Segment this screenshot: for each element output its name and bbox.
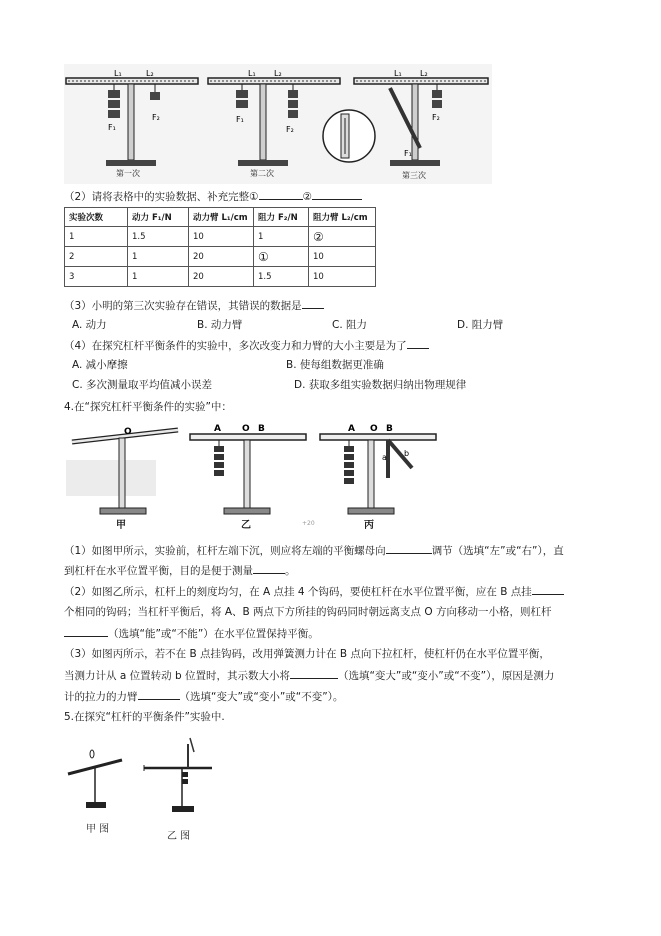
table-cell: 10 xyxy=(309,267,376,287)
p4-fig-label-yi: 乙 xyxy=(241,520,251,531)
table-cell: ① xyxy=(254,247,309,267)
table-cell: 1 xyxy=(65,227,128,247)
p4-q2-line3: （选填“能”或“不能”）在水平位置保持平衡。 xyxy=(64,626,319,641)
fig1-l2-label-2: L₂ xyxy=(274,69,282,78)
table-cell: 1 xyxy=(128,247,189,267)
p4-figures-drawing xyxy=(66,420,446,530)
table-cell: 1 xyxy=(128,267,189,287)
experiment-table xyxy=(64,207,376,287)
fig1-caption-3: 第三次 xyxy=(402,171,426,180)
q2-text: （2）请将表格中的实验数据、补充完整① ② xyxy=(64,189,362,204)
q3-option-a[interactable]: A. 动力 xyxy=(72,319,107,331)
p4-bing-sa-label: a xyxy=(382,453,387,462)
p4-yi-b-label: B xyxy=(258,424,265,434)
p4-fig-label-jia: 甲 xyxy=(116,520,126,531)
q2-blank-1[interactable] xyxy=(259,189,303,200)
q4-option-d[interactable]: D. 获取多组实验数据归纳出物理规律 xyxy=(294,379,467,391)
fig1-l1-label-3: L₁ xyxy=(394,69,402,78)
fig1-l2-label-3: L₂ xyxy=(420,69,428,78)
p4-jia-o-label: O xyxy=(124,427,132,437)
p5-figure-yi xyxy=(144,738,212,812)
table-header-cell: 阻力 F₂/N xyxy=(254,208,309,227)
p4-bing-a-label: A xyxy=(348,424,355,434)
fig1-f1-label-2: F₁ xyxy=(236,115,244,124)
p4-bing-o-label: O xyxy=(370,424,378,434)
q4-option-c[interactable]: C. 多次测量取平均值减小误差 xyxy=(72,379,213,391)
p4-q1-line1: （1）如图甲所示，实验前，杠杆左端下沉，则应将左端的平衡螺母向 调节（选填“左”或“右”），直 xyxy=(64,545,564,557)
p5-title: 5.在探究“杠杆的平衡条件”实验中. xyxy=(64,711,225,723)
p4-fig-label-bing: 丙 xyxy=(364,520,374,531)
p4-q3-blank-1[interactable] xyxy=(290,668,338,679)
lever-experiments-figure xyxy=(64,64,492,184)
p5-figure-jia xyxy=(68,750,122,808)
p4-q1-blank-1[interactable] xyxy=(386,543,432,554)
q3-blank[interactable] xyxy=(302,298,324,309)
q4-option-a[interactable]: A. 减小摩擦 xyxy=(72,359,128,371)
table-header-cell: 动力臂 L₁/cm xyxy=(189,208,254,227)
p4-q2-line1: （2）如图乙所示，杠杆上的刻度均匀，在 A 点挂 4 个钩码，要使杠杆在水平位置平衡，应在 B 点挂 xyxy=(64,584,564,599)
table-cell: 1.5 xyxy=(254,267,309,287)
table-cell: ② xyxy=(309,227,376,247)
fig1-f2-label-2: F₂ xyxy=(286,125,294,134)
p4-q3-blank-2[interactable] xyxy=(138,689,180,700)
q2-blank-2[interactable] xyxy=(312,189,362,200)
p5-fig-label-jia: 甲 图 xyxy=(86,824,110,835)
q4-option-b[interactable]: B. 使每组数据更准确 xyxy=(286,359,384,371)
fig1-l1-label-1: L₁ xyxy=(114,69,122,78)
p5-fig-label-yi: 乙 图 xyxy=(167,831,191,842)
p4-figures xyxy=(66,420,446,530)
q4-text: （4）在探究杠杆平衡条件的实验中，多次改变力和力臂的大小主要是为了 xyxy=(64,338,429,353)
table-header-cell: 动力 F₁/N xyxy=(128,208,189,227)
fig1-f2-label-1: F₂ xyxy=(152,113,160,122)
p4-mark: +20 xyxy=(302,520,315,527)
p4-yi-a-label: A xyxy=(214,424,221,434)
table-cell: 20 xyxy=(189,267,254,287)
table-row xyxy=(65,247,376,267)
q3-option-c[interactable]: C. 阻力 xyxy=(332,319,368,331)
p4-yi-o-label: O xyxy=(242,424,250,434)
p4-q3-line1: （3）如图丙所示，若不在 B 点挂钩码，改用弹簧测力计在 B 点向下拉杠杆，使杠杆仍在水平位置平衡， xyxy=(64,648,550,660)
table-cell: 10 xyxy=(309,247,376,267)
table-header-row xyxy=(65,208,376,227)
fig1-l1-label-2: L₁ xyxy=(248,69,256,78)
table-cell: 2 xyxy=(65,247,128,267)
table-row xyxy=(65,267,376,287)
q4-blank[interactable] xyxy=(407,338,429,349)
table-cell: 10 xyxy=(189,227,254,247)
fig1-l2-label-1: L₂ xyxy=(146,69,154,78)
fig1-f2-label-3: F₂ xyxy=(432,113,440,122)
fig1-caption-1: 第一次 xyxy=(116,169,140,178)
p4-q1-blank-2[interactable] xyxy=(253,563,285,574)
p4-title: 4.在“探究杠杆平衡条件的实验”中： xyxy=(64,401,232,413)
table-header-cell: 阻力臂 L₂/cm xyxy=(309,208,376,227)
p4-q2-line2: 个相同的钩码；当杠杆平衡后，将 A、B 两点下方所挂的钩码同时朝远离支点 O 方向移动一小格，则杠杆 xyxy=(64,606,552,618)
p4-figure-bing xyxy=(320,424,436,514)
fig1-f1-label-1: F₁ xyxy=(108,123,116,132)
p4-bing-b-label: B xyxy=(386,424,393,434)
table-cell: 20 xyxy=(189,247,254,267)
p4-q3-line2: 当测力计从 a 位置转动 b 位置时，其示数大小将 （选填“变大”或“变小”或“不变”），原因是测力 xyxy=(64,670,555,682)
p4-q1-line2: 到杠杆在水平位置平衡，目的是便于测量 。 xyxy=(64,565,296,577)
table-header-cell: 实验次数 xyxy=(65,208,128,227)
p4-figure-yi xyxy=(190,424,306,514)
p4-q2-blank-2[interactable] xyxy=(64,626,108,637)
p4-q3-line3: 计的拉力的力臂 （选填“变大”或“变小”或“不变”）。 xyxy=(64,691,344,703)
p4-bing-sb-label: b xyxy=(404,449,410,458)
fig1-f1-label-3: F₁ xyxy=(404,149,412,158)
table-cell: 1 xyxy=(254,227,309,247)
fig1-caption-2: 第二次 xyxy=(250,169,274,178)
q3-option-d[interactable]: D. 阻力臂 xyxy=(457,319,504,331)
q3-text: （3）小明的第三次实验存在错误，其错误的数据是 xyxy=(64,298,324,313)
lever-experiments-drawing xyxy=(64,64,492,184)
table-cell: 1.5 xyxy=(128,227,189,247)
p4-q2-blank-1[interactable] xyxy=(532,584,564,595)
q3-option-b[interactable]: B. 动力臂 xyxy=(197,319,243,331)
table-cell: 3 xyxy=(65,267,128,287)
p5-jia-o-mark xyxy=(90,750,94,758)
table-row xyxy=(65,227,376,247)
